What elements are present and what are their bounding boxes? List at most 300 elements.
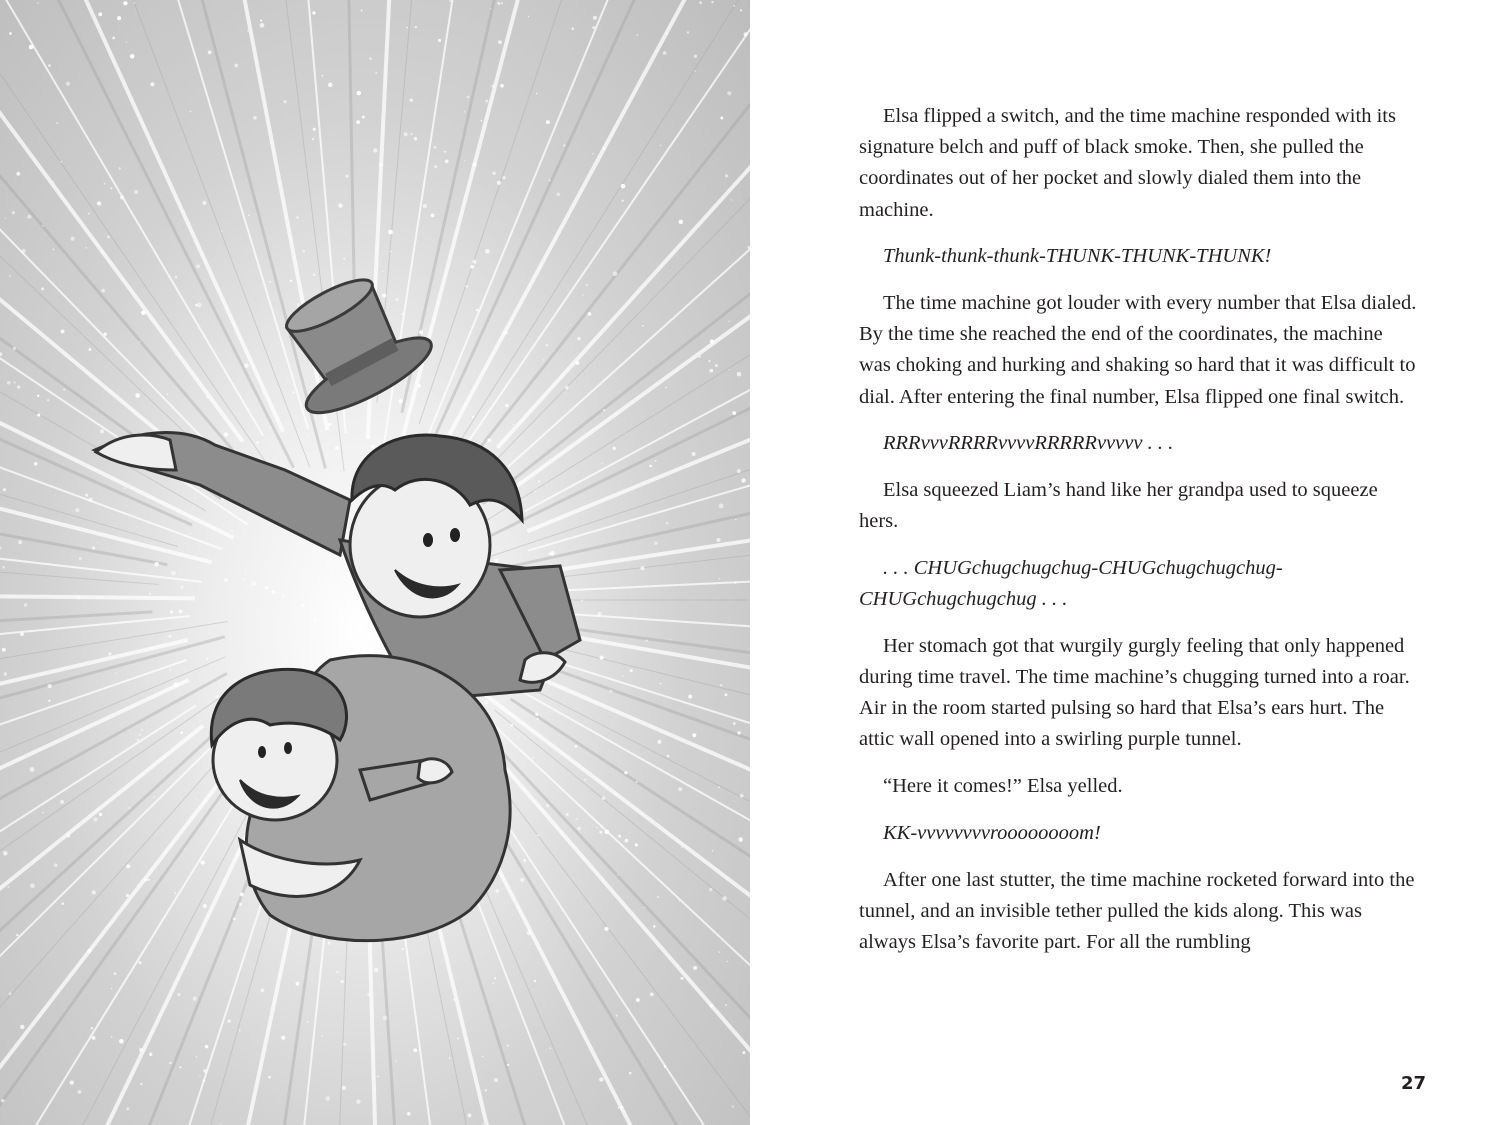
- sparkle: [635, 843, 638, 846]
- sparkle: [740, 794, 744, 798]
- paragraph: Her stomach got that wurgily gurgly feeling that only happened during time travel. The time machine’s chugging turned into a roar. Air in the room started pulsing so hard that Elsa’s ears hurt. The attic wall opened into a swirling purple tunnel.: [859, 634, 1410, 751]
- sparkle: [120, 195, 124, 199]
- sparkle: [536, 93, 537, 94]
- sparkle: [92, 546, 95, 549]
- sparkle: [103, 332, 107, 336]
- sparkle: [383, 1016, 388, 1021]
- paragraph: Elsa squeezed Liam’s hand like her grandpa used to squeeze hers.: [859, 479, 1378, 533]
- sparkle: [586, 284, 588, 286]
- sparkle: [240, 892, 244, 896]
- sparkle: [141, 311, 146, 316]
- paragraph: The time machine got louder with every number that Elsa dialed. By the time she reached the end of the coordinates, the machine was choking and hurking and shaking so hard that it was difficult to dial. After entering the final number, Elsa flipped one final switch.: [859, 292, 1417, 408]
- sparkle: [550, 1048, 551, 1049]
- sparkle: [91, 1027, 93, 1029]
- sparkle: [712, 850, 714, 852]
- burst-ray: [0, 592, 195, 598]
- sparkle: [382, 271, 383, 272]
- sparkle: [699, 1, 702, 4]
- page-number: 27: [1400, 1073, 1426, 1094]
- sparkle: [154, 796, 156, 798]
- sparkle: [290, 280, 292, 282]
- sparkle: [117, 16, 121, 20]
- sparkle: [206, 396, 208, 398]
- sparkle: [196, 1056, 198, 1058]
- sparkle: [245, 573, 246, 574]
- sparkle: [93, 817, 97, 821]
- sparkle: [693, 966, 697, 970]
- sparkle: [670, 639, 672, 641]
- sparkle: [725, 1004, 727, 1006]
- sparkle: [655, 460, 657, 462]
- sparkle: [37, 395, 39, 397]
- sparkle: [413, 1048, 417, 1052]
- sparkle: [70, 1080, 74, 1084]
- sparkle: [357, 91, 361, 95]
- sparkle: [98, 12, 102, 16]
- sparkle: [179, 509, 181, 511]
- sparkle: [60, 161, 62, 163]
- sparkle: [725, 174, 728, 177]
- sparkle: [605, 830, 610, 835]
- sparkle: [52, 181, 54, 183]
- sparkle: [417, 384, 421, 388]
- sparkle: [513, 424, 515, 426]
- sparkle: [537, 834, 539, 836]
- sparkle: [740, 9, 742, 11]
- sparkle: [101, 289, 105, 293]
- sparkle: [497, 2, 500, 5]
- sparkle: [735, 519, 736, 520]
- sparkle: [546, 344, 548, 346]
- sparkle: [261, 988, 265, 992]
- sparkle: [101, 250, 104, 253]
- sparkle: [185, 543, 186, 544]
- sparkle: [476, 309, 479, 312]
- sparkle: [596, 778, 598, 780]
- sparkle: [646, 640, 648, 642]
- burst-ray: [475, 723, 750, 1125]
- sparkle: [395, 1060, 397, 1062]
- sparkle: [203, 904, 207, 908]
- paragraph: Elsa flipped a switch, and the time machine responded with its signature belch and puff of black smoke. Then, she pulled the coordinates out of her pocket and slowly dialed them into the machine.: [859, 105, 1396, 221]
- sparkle: [154, 562, 159, 567]
- sparkle: [3, 488, 6, 491]
- sparkle: [231, 530, 233, 532]
- sparkle: [520, 878, 524, 882]
- sparkle: [196, 264, 200, 268]
- sparkle: [313, 273, 316, 276]
- sparkle: [34, 462, 38, 466]
- sparkle: [27, 215, 31, 219]
- sparkle: [484, 700, 488, 704]
- sparkle: [139, 1048, 143, 1052]
- sparkle: [54, 863, 58, 867]
- sparkle: [12, 211, 15, 214]
- sparkle: [281, 1036, 285, 1040]
- sparkle: [679, 220, 684, 225]
- sparkle: [9, 275, 11, 277]
- sparkle: [715, 364, 718, 367]
- burst-ray: [0, 0, 283, 432]
- sparkle: [720, 117, 723, 120]
- sparkle: [472, 260, 476, 264]
- sparkle: [457, 432, 459, 434]
- sparkle: [730, 199, 732, 201]
- sparkle: [665, 386, 667, 388]
- sparkle: [42, 225, 44, 227]
- sparkle: [692, 452, 696, 456]
- sparkle: [99, 813, 102, 816]
- sparkle: [268, 1076, 271, 1079]
- sparkle: [219, 138, 221, 140]
- sparkle: [613, 447, 616, 450]
- sparkle: [485, 249, 490, 254]
- sparkle: [244, 363, 249, 368]
- sparkle: [263, 393, 264, 394]
- sparkle: [367, 993, 370, 996]
- sparkle: [248, 214, 250, 216]
- sparkle: [605, 927, 609, 931]
- sparkle: [346, 175, 349, 178]
- sparkle: [453, 999, 455, 1001]
- sparkle: [467, 96, 470, 99]
- sparkle: [523, 918, 525, 920]
- sparkle: [141, 729, 143, 731]
- sparkle: [621, 184, 626, 189]
- sparkle: [295, 982, 299, 986]
- sparkle: [444, 151, 446, 153]
- sparkle: [356, 1099, 361, 1104]
- sparkle: [445, 159, 449, 163]
- sparkle: [576, 818, 578, 820]
- sparkle: [719, 578, 720, 579]
- sparkle: [621, 199, 623, 201]
- sparkle: [687, 31, 689, 33]
- sparkle: [227, 1019, 230, 1022]
- sparkle: [135, 393, 140, 398]
- sparkle: [243, 578, 244, 579]
- sparkle: [253, 116, 257, 120]
- sparkle: [565, 386, 569, 390]
- sparkle: [680, 977, 683, 980]
- sparkle: [507, 1064, 509, 1066]
- sparkle: [734, 5, 736, 7]
- sparkle: [1, 1099, 4, 1102]
- sparkle: [179, 610, 183, 614]
- sparkle: [13, 347, 16, 350]
- sparkle: [414, 137, 417, 140]
- sparkle: [694, 55, 697, 58]
- sparkle: [37, 2, 39, 4]
- sparkle: [737, 731, 740, 734]
- sparkle: [48, 64, 51, 67]
- sparkle: [449, 1057, 451, 1059]
- sparkle: [710, 1004, 713, 1007]
- sparkle: [431, 214, 435, 218]
- paragraph: After one last stutter, the time machine rocketed forward into the tunnel, and an invisible tether pulled the kids along. This was always Elsa’s favorite part. For all the rumbling: [859, 868, 1415, 953]
- sparkle: [166, 393, 168, 395]
- burst-ray: [0, 657, 226, 929]
- sparkle: [260, 20, 262, 22]
- sparkle: [637, 34, 638, 35]
- sparkle: [239, 1029, 241, 1031]
- sparkle: [119, 1039, 124, 1044]
- sparkle: [534, 980, 536, 982]
- sound-effect-line: . . . CHUGchugchugchug-CHUGchugchugchug-CHUGchugchugchug . . .: [859, 556, 1283, 611]
- sparkle: [528, 16, 530, 18]
- sparkle: [29, 45, 33, 49]
- sparkle: [738, 837, 743, 842]
- sparkle: [269, 427, 270, 428]
- sparkle: [503, 331, 507, 335]
- burst-ray: [0, 680, 189, 935]
- sparkle: [423, 204, 427, 208]
- sparkle: [727, 91, 731, 95]
- sparkle: [114, 972, 117, 975]
- sparkle: [538, 480, 540, 482]
- sparkle: [126, 864, 130, 868]
- sparkle: [485, 100, 488, 103]
- sparkle: [57, 990, 59, 992]
- sparkle: [600, 655, 604, 659]
- burst-ray: [0, 743, 258, 1125]
- sparkle: [618, 1107, 619, 1108]
- sparkle: [140, 1083, 142, 1085]
- sparkle: [312, 608, 314, 610]
- sparkle: [404, 132, 408, 136]
- sparkle: [371, 445, 374, 448]
- sparkle: [137, 885, 138, 886]
- burst-ray: [489, 444, 750, 571]
- sparkle: [107, 236, 110, 239]
- sparkle: [613, 272, 618, 277]
- sparkle: [666, 32, 668, 34]
- sparkle: [729, 320, 731, 322]
- sparkle: [42, 812, 44, 814]
- sparkle: [602, 796, 606, 800]
- sparkle: [507, 1045, 509, 1047]
- sparkle: [574, 745, 577, 748]
- sparkle: [85, 494, 88, 497]
- sparkle: [537, 718, 539, 720]
- sparkle: [732, 411, 736, 415]
- sparkle: [725, 693, 728, 696]
- sparkle: [111, 1036, 112, 1037]
- sparkle: [407, 1112, 410, 1115]
- sparkle: [184, 848, 186, 850]
- sparkle: [174, 892, 176, 894]
- sparkle: [332, 618, 333, 619]
- sparkle: [465, 285, 468, 288]
- sparkle: [434, 165, 437, 168]
- sparkle: [92, 1036, 96, 1040]
- sparkle: [362, 116, 365, 119]
- sparkle: [340, 620, 344, 624]
- sparkle: [48, 700, 50, 702]
- sparkle: [53, 249, 55, 251]
- sparkle: [174, 354, 176, 356]
- sparkle: [620, 1106, 624, 1110]
- sparkle: [388, 230, 393, 235]
- sparkle: [660, 683, 662, 685]
- sparkle: [126, 894, 129, 897]
- sparkle: [205, 1045, 209, 1049]
- sparkle: [660, 145, 662, 147]
- sparkle: [216, 695, 219, 698]
- sparkle: [592, 153, 594, 155]
- sparkle: [328, 942, 331, 945]
- sparkle: [21, 249, 25, 253]
- sparkle: [624, 771, 627, 774]
- sparkle: [328, 423, 331, 426]
- sparkle: [467, 1113, 471, 1117]
- sparkle: [582, 294, 584, 296]
- sparkle: [688, 695, 692, 699]
- sparkle: [419, 330, 423, 334]
- sparkle: [56, 122, 58, 124]
- sparkle: [719, 504, 724, 509]
- sparkle: [89, 348, 92, 351]
- sparkle: [76, 595, 81, 600]
- sparkle: [495, 889, 499, 893]
- sparkle: [356, 120, 360, 124]
- sparkle: [88, 213, 90, 215]
- sparkle: [367, 436, 370, 439]
- sparkle: [239, 903, 242, 906]
- sparkle: [104, 183, 106, 185]
- sparkle: [657, 896, 659, 898]
- burst-ray: [485, 670, 750, 982]
- burst-ray: [464, 0, 750, 468]
- sparkle: [9, 992, 12, 995]
- sparkle: [566, 813, 569, 816]
- sparkle: [322, 75, 324, 77]
- sparkle: [663, 51, 667, 55]
- sparkle: [369, 648, 374, 653]
- sparkle: [617, 874, 618, 875]
- girl-character: [211, 656, 510, 941]
- sparkle: [203, 1069, 207, 1073]
- sparkle: [220, 1123, 221, 1124]
- sparkle: [742, 1051, 745, 1054]
- sparkle: [325, 1096, 330, 1101]
- sparkle: [79, 557, 82, 560]
- sparkle: [401, 948, 403, 950]
- sparkle: [180, 586, 183, 589]
- sparkle: [168, 635, 171, 638]
- sparkle: [399, 399, 403, 403]
- sparkle: [710, 339, 714, 343]
- sparkle: [97, 201, 101, 205]
- sparkle: [321, 1035, 323, 1037]
- sparkle: [410, 98, 414, 102]
- sparkle: [470, 265, 474, 269]
- sparkle: [233, 918, 236, 921]
- sparkle: [189, 533, 191, 535]
- sparkle: [532, 757, 533, 758]
- sparkle: [657, 740, 661, 744]
- sparkle: [335, 446, 339, 450]
- sparkle: [119, 167, 121, 169]
- sparkle: [47, 399, 49, 401]
- sparkle: [84, 368, 86, 370]
- sparkle: [653, 925, 656, 928]
- sparkle: [534, 490, 536, 492]
- sparkle: [8, 886, 10, 888]
- sparkle: [678, 787, 682, 791]
- sparkle: [150, 82, 154, 86]
- sparkle: [281, 595, 284, 598]
- sparkle: [265, 586, 268, 589]
- burst-ray: [425, 0, 704, 479]
- sparkle: [243, 530, 245, 532]
- sparkle: [546, 120, 550, 124]
- sparkle: [737, 469, 741, 473]
- sparkle: [505, 404, 508, 407]
- sparkle: [727, 961, 728, 962]
- sparkle: [642, 325, 644, 327]
- sparkle: [78, 1090, 82, 1094]
- sparkle: [284, 100, 287, 103]
- sparkle: [576, 361, 580, 365]
- sparkle: [297, 303, 300, 306]
- sparkle: [37, 414, 40, 417]
- sparkle: [481, 120, 483, 122]
- burst-ray: [0, 690, 230, 1075]
- sparkle: [563, 144, 565, 146]
- sparkle: [396, 298, 399, 301]
- sparkle: [369, 58, 371, 60]
- sparkle: [698, 355, 701, 358]
- burst-ray: [0, 616, 190, 667]
- burst-ray: [0, 622, 228, 738]
- sparkle: [203, 1079, 206, 1082]
- sparkle: [126, 41, 128, 43]
- burst-ray: [0, 0, 263, 435]
- sparkle: [260, 23, 265, 28]
- sparkle: [584, 779, 586, 781]
- sparkle: [271, 590, 275, 594]
- sparkle: [251, 581, 256, 586]
- sparkle: [729, 369, 730, 370]
- sparkle: [149, 593, 151, 595]
- sparkle: [603, 409, 605, 411]
- sparkle: [666, 522, 669, 525]
- sparkle: [326, 652, 328, 654]
- sparkle: [492, 172, 496, 176]
- sparkle: [501, 2, 503, 4]
- sparkle: [134, 190, 138, 194]
- sparkle: [497, 181, 501, 185]
- sparkle: [328, 83, 333, 88]
- sparkle: [549, 179, 551, 181]
- sparkle: [100, 429, 104, 433]
- sparkle: [312, 138, 314, 140]
- sparkle: [382, 293, 386, 297]
- sound-effect-line: RRRvvvRRRRvvvvRRRRRvvvvv . . .: [883, 432, 1174, 455]
- sparkle: [206, 658, 208, 660]
- sparkle: [221, 230, 222, 231]
- sparkle: [193, 997, 197, 1001]
- sparkle: [66, 834, 70, 838]
- sparkle: [523, 859, 526, 862]
- sparkle: [487, 438, 491, 442]
- sparkle: [126, 1107, 129, 1110]
- sparkle: [24, 603, 27, 606]
- sparkle: [379, 163, 383, 167]
- sparkle: [312, 11, 315, 14]
- sparkle: [3, 851, 8, 856]
